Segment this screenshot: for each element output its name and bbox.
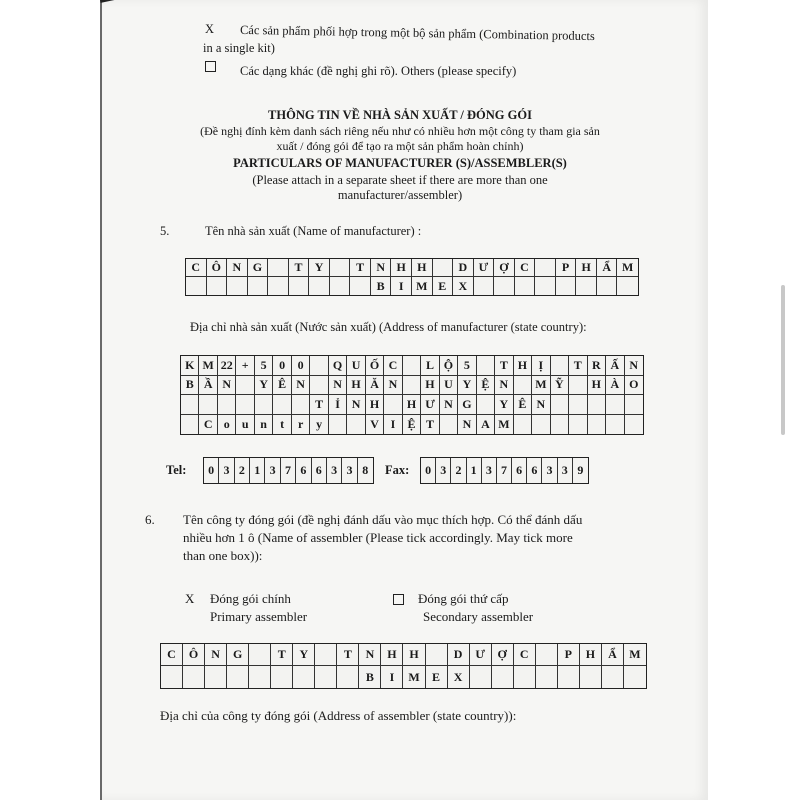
grid-cell [477, 356, 495, 376]
grid-cell: 2 [235, 458, 250, 483]
grid-cell: r [292, 415, 310, 435]
grid-cell: M [624, 644, 646, 666]
grid-cell: Ê [514, 395, 532, 415]
grid-cell: N [218, 376, 236, 396]
grid-cell: H [576, 259, 597, 277]
grid-cell: C [514, 644, 536, 666]
grid-cell: B [181, 376, 199, 396]
grid-cell: N [292, 376, 310, 396]
grid-cell: 3 [436, 458, 451, 483]
grid-cell: H [403, 644, 425, 666]
grid-cell [347, 415, 365, 435]
manufacturer-address-label: Địa chỉ nhà sản xuất (Nước sản xuất) (Address of manufacturer (state country): [190, 320, 587, 334]
grid-cell: R [588, 356, 606, 376]
grid-cell [494, 277, 515, 295]
grid-cell: H [514, 356, 532, 376]
grid-cell [569, 415, 587, 435]
grid-cell: Ỉ [329, 395, 347, 415]
grid-cell [597, 277, 618, 295]
grid-cell: 3 [558, 458, 573, 483]
grid-cell: H [421, 376, 439, 396]
grid-cell: H [381, 644, 403, 666]
grid-cell [309, 277, 330, 295]
section-title-en: PARTICULARS OF MANUFACTURER (S)/ASSEMBLER(S) [233, 156, 567, 170]
grid-cell: Y [255, 376, 273, 396]
grid-cell: Ô [207, 259, 228, 277]
others-checkbox[interactable] [205, 61, 216, 72]
grid-cell [569, 376, 587, 396]
tel-label: Tel: [166, 463, 187, 477]
grid-cell: 3 [342, 458, 357, 483]
grid-cell: 9 [577, 463, 584, 477]
grid-cell: Ợ [494, 259, 515, 277]
grid-cell: Ố [366, 356, 384, 376]
grid-cell [514, 415, 532, 435]
grid-cell: E [426, 666, 448, 688]
grid-cell: Ầ [199, 376, 217, 396]
grid-cell [292, 395, 310, 415]
grid-cell: N [205, 644, 227, 666]
grid-cell [625, 415, 643, 435]
grid-cell [606, 415, 624, 435]
grid-cell [580, 666, 602, 688]
grid-cell: 0 [273, 356, 291, 376]
section-title-vi: THÔNG TIN VỀ NHÀ SẢN XUẤT / ĐÓNG GÓI [268, 108, 532, 122]
secondary-assembler-vi: Đóng gói thứ cấp [418, 591, 509, 606]
grid-cell [492, 666, 514, 688]
combination-option-text-cont: in a single kit) [203, 41, 275, 55]
grid-cell: G [227, 644, 249, 666]
grid-cell [268, 277, 289, 295]
scrollbar[interactable] [781, 285, 785, 435]
grid-cell [551, 356, 569, 376]
grid-cell [271, 666, 293, 688]
grid-cell: Ỹ [551, 376, 569, 396]
grid-cell: y [310, 415, 328, 435]
grid-cell [556, 277, 577, 295]
grid-cell: G [248, 259, 269, 277]
grid-cell [551, 395, 569, 415]
grid-cell: H [347, 376, 365, 396]
grid-cell [569, 395, 587, 415]
grid-cell: M [617, 259, 638, 277]
grid-cell: n [255, 415, 273, 435]
grid-cell: H [588, 376, 606, 396]
grid-cell: C [186, 259, 207, 277]
assembler-label-3: than one box)): [183, 548, 263, 563]
combination-checkmark: X [205, 22, 215, 36]
others-option-text: Các dạng khác (đề nghị ghi rõ). Others (please specify) [240, 64, 517, 78]
grid-cell: 7 [497, 458, 512, 483]
grid-cell: A [477, 415, 495, 435]
grid-cell: X [448, 666, 470, 688]
section-6-number: 6. [145, 512, 155, 527]
grid-cell: Ị [532, 356, 550, 376]
grid-cell: B [359, 666, 381, 688]
grid-cell: H [366, 395, 384, 415]
grid-cell [255, 395, 273, 415]
grid-cell [310, 376, 328, 396]
grid-cell: N [359, 644, 381, 666]
grid-cell: M [532, 376, 550, 396]
grid-cell [477, 395, 495, 415]
grid-cell: 3 [219, 458, 234, 483]
grid-cell [470, 666, 492, 688]
grid-cell [606, 395, 624, 415]
grid-cell: P [556, 259, 577, 277]
grid-cell: H [403, 395, 421, 415]
grid-cell [248, 277, 269, 295]
grid-cell: K [181, 356, 199, 376]
grid-cell: M [495, 415, 513, 435]
grid-cell [183, 666, 205, 688]
grid-cell: B [371, 277, 392, 295]
grid-cell: 5 [255, 356, 273, 376]
grid-cell [236, 395, 254, 415]
assembler-address-label: Địa chỉ của công ty đóng gói (Address of assembler (state country)): [160, 708, 517, 723]
grid-cell: E [433, 277, 454, 295]
section-note-en-1: (Please attach in a separate sheet if there are more than one [252, 173, 548, 187]
grid-cell [227, 666, 249, 688]
grid-cell [337, 666, 359, 688]
grid-cell [236, 376, 254, 396]
grid-cell: U [440, 376, 458, 396]
grid-cell [440, 415, 458, 435]
grid-cell [551, 415, 569, 435]
grid-cell [602, 666, 624, 688]
grid-cell: o [218, 415, 236, 435]
grid-cell: Ấ [606, 356, 624, 376]
grid-cell: Y [458, 376, 476, 396]
grid-cell [624, 666, 646, 688]
grid-cell [625, 395, 643, 415]
assembler-name-grid[interactable] [160, 643, 647, 689]
grid-cell: Ợ [492, 644, 514, 666]
grid-cell: t [273, 415, 291, 435]
grid-cell [536, 644, 558, 666]
grid-cell: N [458, 415, 476, 435]
grid-cell: I [384, 415, 402, 435]
grid-cell [617, 277, 638, 295]
grid-cell: 6 [527, 458, 542, 483]
fax-grid[interactable] [420, 457, 589, 484]
grid-cell: D [448, 644, 470, 666]
grid-cell [330, 259, 351, 277]
grid-cell [384, 395, 402, 415]
grid-cell: M [403, 666, 425, 688]
grid-cell: H [391, 259, 412, 277]
grid-cell [535, 277, 556, 295]
grid-cell [249, 666, 271, 688]
grid-cell: T [350, 259, 371, 277]
grid-cell: D [453, 259, 474, 277]
grid-cell [558, 666, 580, 688]
grid-cell [426, 644, 448, 666]
grid-cell: + [236, 356, 254, 376]
grid-cell: 0 [292, 356, 310, 376]
grid-cell: Ẩ [597, 259, 618, 277]
grid-cell: Ư [474, 259, 495, 277]
grid-cell: N [347, 395, 365, 415]
grid-cell: N [495, 376, 513, 396]
grid-cell [515, 277, 536, 295]
grid-cell: Y [293, 644, 315, 666]
primary-checkmark[interactable]: X [185, 591, 195, 606]
grid-cell: N [532, 395, 550, 415]
grid-cell: Ê [273, 376, 291, 396]
grid-cell [474, 277, 495, 295]
fax-label: Fax: [385, 463, 410, 477]
grid-cell [330, 277, 351, 295]
grid-cell [329, 415, 347, 435]
grid-cell: I [381, 666, 403, 688]
grid-cell [289, 277, 310, 295]
grid-cell: Y [309, 259, 330, 277]
grid-cell: T [271, 644, 293, 666]
grid-cell: Y [495, 395, 513, 415]
grid-cell: 8 [362, 463, 369, 477]
grid-cell: N [329, 376, 347, 396]
grid-cell: Ệ [477, 376, 495, 396]
grid-cell: N [384, 376, 402, 396]
grid-cell: u [236, 415, 254, 435]
combination-option-text: Các sản phẩm phối hợp trong một bộ sản phẩm (Combination products [239, 22, 595, 44]
grid-cell: Ư [421, 395, 439, 415]
grid-cell [161, 666, 183, 688]
assembler-label-1: Tên công ty đóng gói (đề nghị đánh dấu vào mục thích hợp. Có thể đánh dấu [183, 512, 583, 527]
grid-cell: 6 [512, 458, 527, 483]
grid-cell [403, 356, 421, 376]
grid-cell [218, 395, 236, 415]
grid-cell [588, 395, 606, 415]
primary-assembler-vi: Đóng gói chính [210, 591, 291, 606]
grid-cell: T [310, 395, 328, 415]
grid-cell [273, 395, 291, 415]
grid-cell [403, 376, 421, 396]
grid-cell: Ộ [440, 356, 458, 376]
section-note-vi-2: xuất / đóng gói để tạo ra một sản phẩm hoàn chỉnh) [276, 139, 524, 153]
grid-cell [293, 666, 315, 688]
grid-cell: Ệ [403, 415, 421, 435]
grid-cell [433, 259, 454, 277]
grid-cell: Q [329, 356, 347, 376]
grid-cell: N [371, 259, 392, 277]
grid-cell [199, 395, 217, 415]
manufacturer-name-label: Tên nhà sản xuất (Name of manufacturer) : [205, 224, 422, 238]
grid-cell [205, 666, 227, 688]
assembler-label-2: nhiều hơn 1 ô (Name of assembler (Please tick accordingly. May tick more [183, 530, 573, 545]
grid-cell: 3 [482, 458, 497, 483]
grid-cell: H [580, 644, 602, 666]
grid-cell: T [569, 356, 587, 376]
grid-cell: 3 [327, 458, 342, 483]
grid-cell: C [515, 259, 536, 277]
grid-cell [532, 415, 550, 435]
grid-cell [535, 259, 556, 277]
grid-cell: U [347, 356, 365, 376]
grid-cell: T [421, 415, 439, 435]
grid-cell: N [440, 395, 458, 415]
section-5-number: 5. [160, 224, 170, 238]
grid-cell [536, 666, 558, 688]
primary-assembler-en: Primary assembler [210, 609, 308, 624]
grid-cell: T [289, 259, 310, 277]
section-note-vi-1: (Đề nghị đính kèm danh sách riêng nếu như có nhiều hơn một công ty tham gia sản [200, 124, 600, 138]
manufacturer-name-grid[interactable] [185, 258, 639, 296]
grid-cell [350, 277, 371, 295]
grid-cell: M [412, 277, 433, 295]
grid-cell: Ă [366, 376, 384, 396]
grid-cell: M [199, 356, 217, 376]
grid-cell [227, 277, 248, 295]
grid-cell [181, 395, 199, 415]
grid-cell [181, 415, 199, 435]
grid-cell: O [625, 376, 643, 396]
manufacturer-address-grid[interactable] [180, 355, 644, 435]
grid-cell: C [384, 356, 402, 376]
grid-cell: 6 [312, 458, 327, 483]
grid-cell: 22 [218, 356, 236, 376]
grid-cell [310, 356, 328, 376]
grid-cell: C [199, 415, 217, 435]
grid-cell: Ẩ [602, 644, 624, 666]
grid-cell [268, 259, 289, 277]
grid-cell [315, 644, 337, 666]
grid-cell: 0 [421, 458, 436, 483]
grid-cell: 1 [467, 458, 482, 483]
tel-grid[interactable] [203, 457, 374, 484]
section-note-en-2: manufacturer/assembler) [337, 188, 463, 202]
grid-cell: À [606, 376, 624, 396]
grid-cell: 3 [265, 458, 280, 483]
grid-cell: 6 [296, 458, 311, 483]
grid-cell: N [625, 356, 643, 376]
grid-cell: 2 [451, 458, 466, 483]
grid-cell: N [227, 259, 248, 277]
grid-cell [315, 666, 337, 688]
grid-cell: P [558, 644, 580, 666]
grid-cell: 7 [281, 458, 296, 483]
grid-cell: X [453, 277, 474, 295]
grid-cell [588, 415, 606, 435]
grid-cell: T [337, 644, 359, 666]
grid-cell [186, 277, 207, 295]
secondary-checkbox[interactable] [393, 594, 404, 605]
grid-cell: C [161, 644, 183, 666]
grid-cell: T [495, 356, 513, 376]
grid-cell: L [421, 356, 439, 376]
grid-cell: 3 [542, 458, 557, 483]
grid-cell [249, 644, 271, 666]
grid-cell: Ô [183, 644, 205, 666]
secondary-assembler-en: Secondary assembler [423, 609, 534, 624]
grid-cell: 1 [250, 458, 265, 483]
grid-cell [514, 666, 536, 688]
grid-cell: 0 [204, 458, 219, 483]
grid-cell: G [458, 395, 476, 415]
grid-cell: V [366, 415, 384, 435]
grid-cell: H [412, 259, 433, 277]
grid-cell: I [391, 277, 412, 295]
grid-cell [207, 277, 228, 295]
grid-cell [576, 277, 597, 295]
grid-cell [514, 376, 532, 396]
grid-cell: Ư [470, 644, 492, 666]
grid-cell: 5 [458, 356, 476, 376]
